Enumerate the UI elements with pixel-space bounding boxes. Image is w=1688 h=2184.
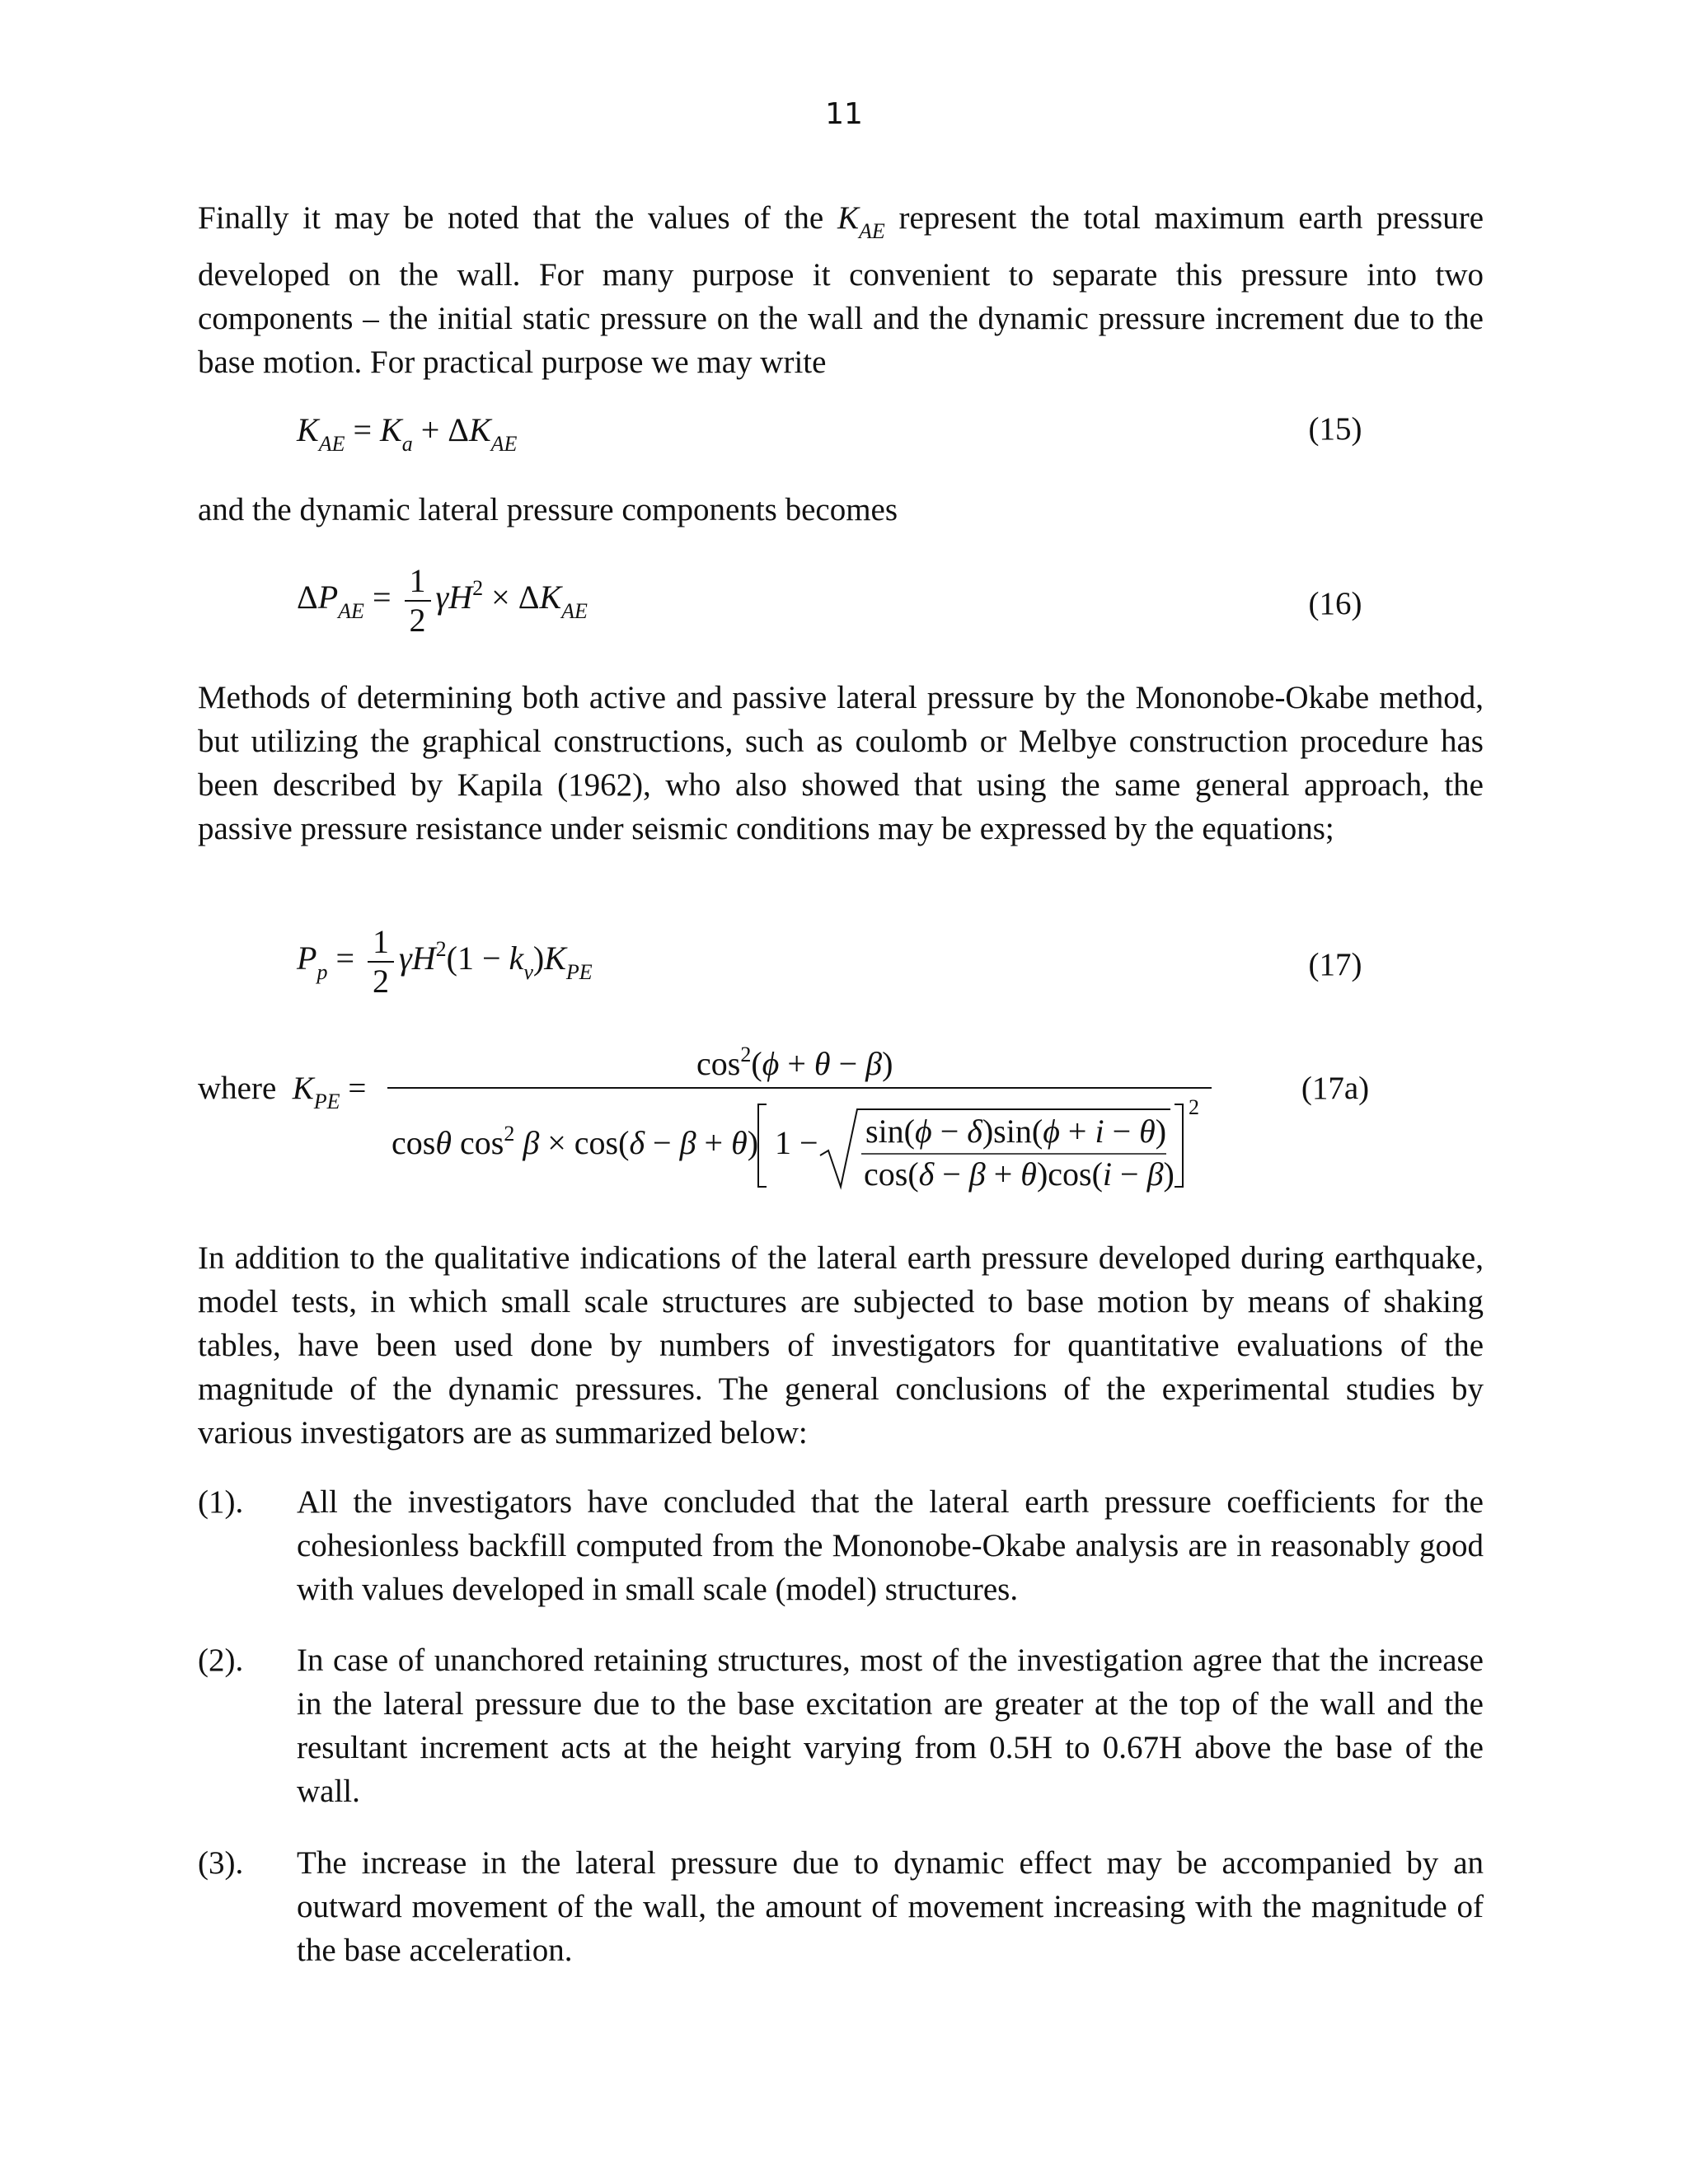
- kpe-numerator: $\cos^2(\phi + \theta - \beta)$: [696, 1043, 893, 1082]
- equation-16: $\Delta P_{AE}$ = $\frac{1}{2}$ $\gamma H^2 \times \Delta K_{AE}$: [297, 562, 588, 639]
- kpe-inner-denominator: cos(δ − β + θ)cos(i − β): [864, 1155, 1175, 1193]
- equation-15-number: (15): [1308, 411, 1362, 447]
- kpe-one-minus: 1 −: [775, 1124, 818, 1161]
- equation-17: $P_p$ = $\frac{1}{2}$ $\gamma H^2(1 - k_v)K_{PE}$: [297, 923, 593, 1000]
- list-item-text: The increase in the lateral pressure due to dynamic effect may be accompanied by an outward movement of the wall, the amount of movement increasing with the magnitude of the base acceleration.: [297, 1845, 1484, 1968]
- equation-17a: [387, 1040, 1228, 1205]
- list-item-text: In case of unanchored retaining structures, most of the investigation agree that the increase in the lateral pressure due to the base excitation are greater at the top of the wall and the resultant increment acts at the height varying from 0.5H to 0.67H above the base of the wall.: [297, 1643, 1484, 1809]
- equation-17a-lhs: where $K_{PE}$ =: [198, 1071, 367, 1113]
- kpe-left-bracket: [758, 1104, 767, 1187]
- equation-15: $K_{AE} = K_a + \Delta K_{AE}$: [297, 411, 518, 456]
- paragraph-methods: Methods of determining both active and passive lateral pressure by the Mononobe-Okabe method, but utilizing the graphical constructions, such as coulomb or Melbye construction procedure has been described by Kapila (1962), who also showed that using the same general approach, the passive pressure resistance under seismic conditions may be expressed by the equations;: [198, 680, 1484, 846]
- kpe-denominator-prefix: cosθ $\cos^2 \beta \times \cos(\delta - \beta + \theta)$: [392, 1122, 759, 1161]
- page-number: 11: [825, 97, 863, 131]
- paragraph-dynamic: and the dynamic lateral pressure components becomes: [198, 492, 898, 527]
- list-item-text: All the investigators have concluded that the lateral earth pressure coefficients for the cohesionless backfill computed from the Mononobe-Okabe analysis are in reasonably good with values developed in small scale (model) structures.: [297, 1484, 1484, 1607]
- kpe-bracket-exponent: 2: [1189, 1095, 1199, 1119]
- kpe-inner-numerator: sin(ϕ − δ)sin(ϕ + i − θ): [865, 1113, 1167, 1150]
- list-item: [198, 1841, 1484, 1972]
- paragraph-model-tests: In addition to the qualitative indications of the lateral earth pressure developed during earthquake, model tests, in which small scale structures are subjected to base motion by means of shaking tables, have been used done by numbers of investigators for quantitative evaluations of the magnitude of the dynamic pressures. The general conclusions of the experimental studies by various investigators are as summarized below:: [198, 1240, 1484, 1451]
- list-item-label: (1).: [198, 1484, 244, 1520]
- paragraph-intro: Finally it may be noted that the values of the $K_{AE}$ represent the total maximum earth pressure developed on the wall. For many purpose it convenient to separate this pressure into two components – the initial static pressure on the wall and the dynamic pressure increment due to the base motion. For practical purpose we may write: [198, 200, 1484, 380]
- list-item-label: (2).: [198, 1643, 244, 1678]
- equation-17a-number: (17a): [1301, 1071, 1370, 1106]
- kpe-right-bracket: [1175, 1104, 1183, 1187]
- list-item: [198, 1638, 1484, 1813]
- equation-17-number: (17): [1308, 947, 1362, 982]
- equation-16-number: (16): [1308, 586, 1362, 621]
- list-item-label: (3).: [198, 1845, 244, 1881]
- list-item: [198, 1480, 1484, 1611]
